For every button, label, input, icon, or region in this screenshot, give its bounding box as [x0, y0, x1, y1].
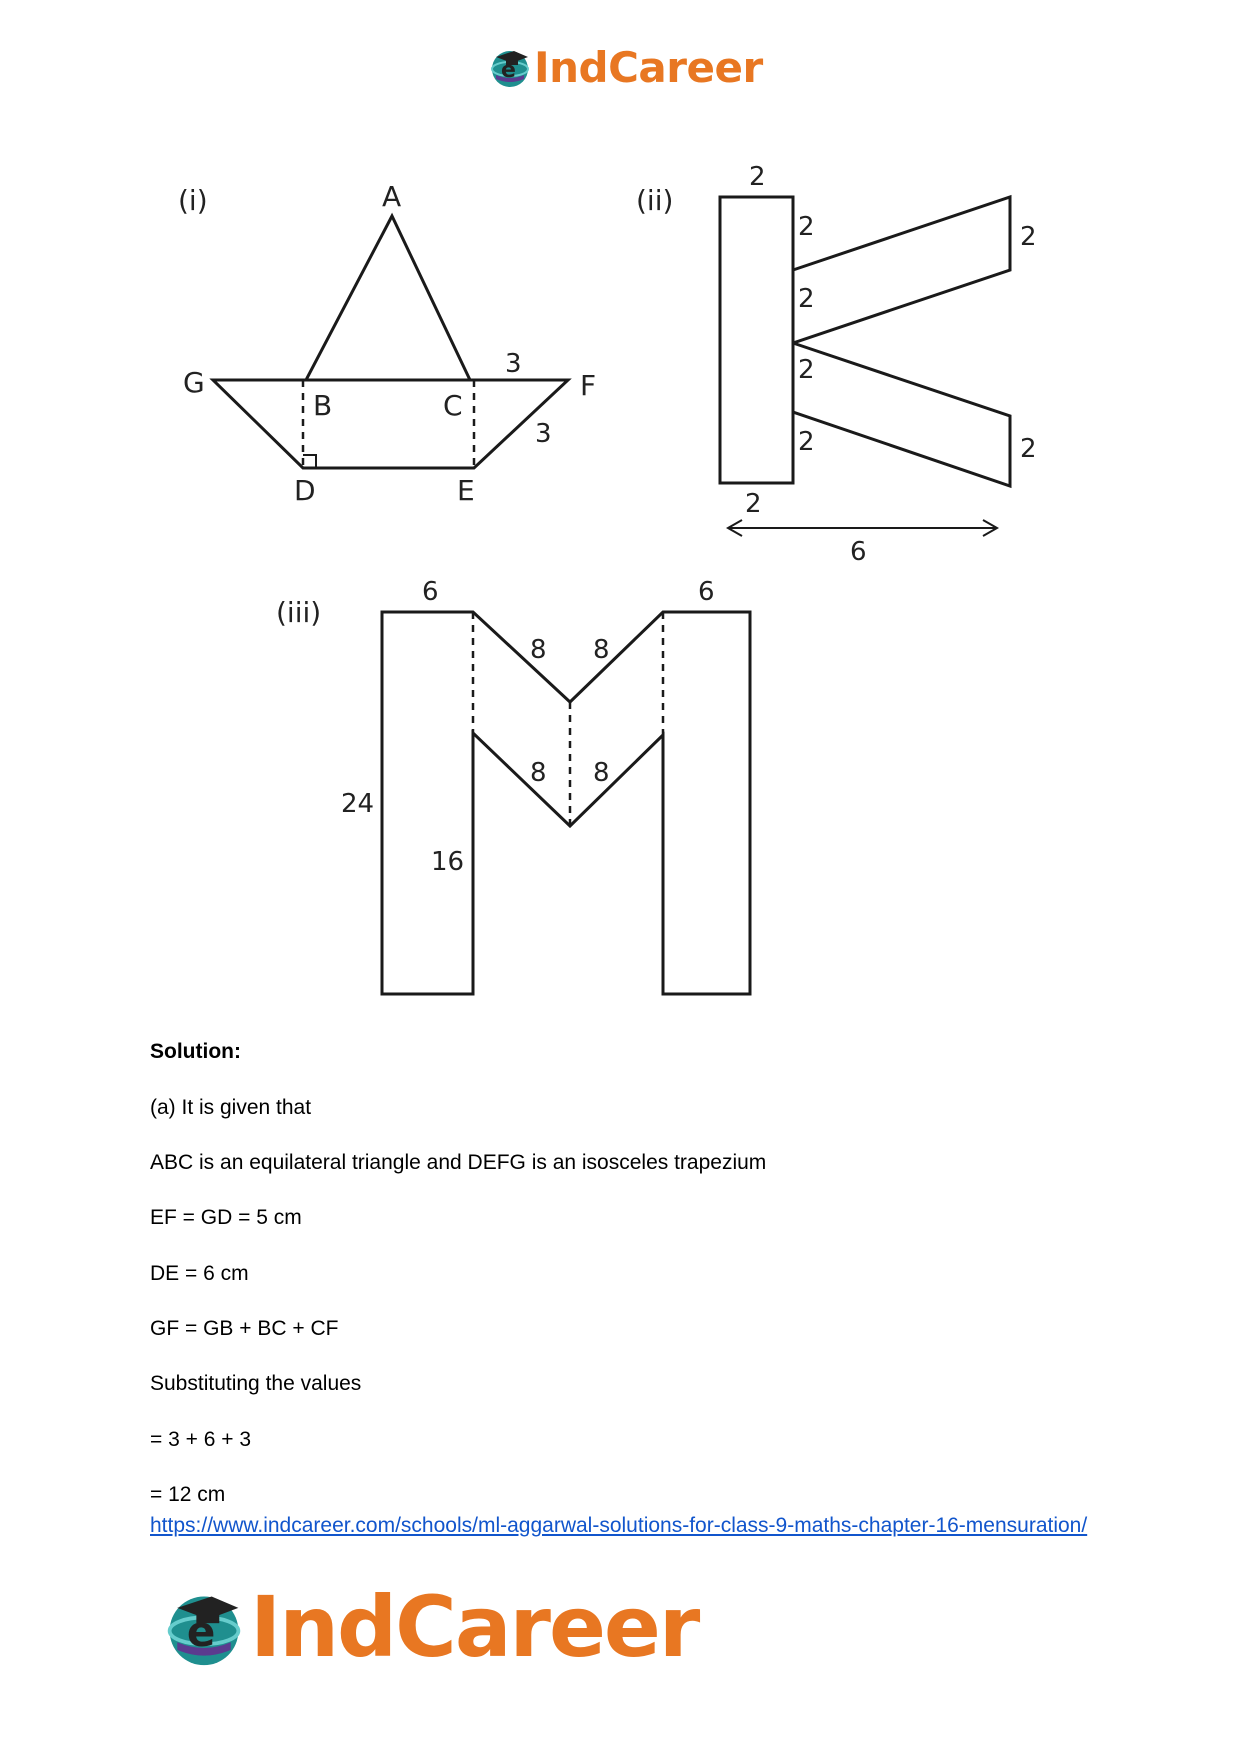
measure-height: 24	[341, 789, 375, 819]
right-angle-mark	[303, 455, 316, 468]
measure-top-right: 6	[698, 577, 715, 607]
solution-line: GF = GB + BC + CF	[150, 1317, 339, 1340]
measure-top-width: 2	[749, 162, 766, 192]
figure-i-label: (i)	[178, 184, 208, 217]
point-a: A	[382, 180, 402, 213]
solution-heading: Solution:	[150, 1040, 241, 1063]
point-e: E	[457, 474, 475, 507]
brand-name: IndCareer	[250, 1578, 699, 1676]
measure-total-width: 6	[850, 537, 867, 567]
measure-upper-left-diag: 8	[530, 635, 547, 665]
figures-diagram	[0, 150, 1242, 1010]
measure-right-seg2: 2	[798, 284, 815, 314]
figure-ii	[636, 162, 1037, 567]
figure-iii	[276, 577, 750, 994]
solution-line: = 12 cm	[150, 1483, 226, 1506]
graduation-cap-globe-icon	[488, 45, 532, 89]
k-vertical-bar	[720, 197, 793, 483]
solution-line: (a) It is given that	[150, 1096, 312, 1119]
brand-name: IndCareer	[534, 42, 763, 92]
graduation-cap-globe-icon	[162, 1585, 246, 1669]
measure-right-seg3: 2	[798, 355, 815, 385]
solution-line: Substituting the values	[150, 1372, 362, 1395]
source-link[interactable]: https://www.indcareer.com/schools/ml-aggarwal-solutions-for-class-9-maths-chapter-16-mensuration/	[150, 1514, 1088, 1537]
measure-lower-right-diag: 8	[593, 758, 610, 788]
point-d: D	[294, 474, 316, 507]
svg-text:e: e	[186, 1607, 216, 1657]
svg-text:e: e	[501, 58, 516, 83]
m-letter-outline	[382, 612, 750, 994]
measure-upper-arm-end: 2	[1020, 222, 1037, 252]
measure-lower-arm-end: 2	[1020, 434, 1037, 464]
solution-line: DE = 6 cm	[150, 1262, 249, 1285]
point-g: G	[183, 366, 205, 399]
measure-inner-height: 16	[431, 847, 465, 877]
measure-top-left: 6	[422, 577, 439, 607]
figure-iii-label: (iii)	[276, 596, 322, 629]
solution-line: = 3 + 6 + 3	[150, 1428, 252, 1451]
k-lower-arm	[793, 343, 1010, 486]
measure-right-seg4: 2	[798, 427, 815, 457]
measure-lower-left-diag: 8	[530, 758, 547, 788]
point-b: B	[313, 389, 333, 422]
triangle-abc	[306, 216, 470, 380]
k-upper-arm	[793, 197, 1010, 343]
measure-bottom-width: 2	[745, 489, 762, 519]
solution-line: EF = GD = 5 cm	[150, 1206, 302, 1229]
measure-cf: 3	[505, 349, 522, 379]
point-f: F	[580, 369, 597, 402]
point-c: C	[443, 389, 463, 422]
trapezium-defg	[213, 380, 568, 468]
solution-line: ABC is an equilateral triangle and DEFG is an isosceles trapezium	[150, 1151, 767, 1174]
figure-i	[178, 180, 596, 507]
measure-right-seg1: 2	[798, 212, 815, 242]
footer-logo	[162, 1578, 699, 1676]
figure-ii-label: (ii)	[636, 184, 674, 217]
measure-ef: 3	[535, 419, 552, 449]
header-logo	[488, 42, 763, 92]
measure-upper-right-diag: 8	[593, 635, 610, 665]
